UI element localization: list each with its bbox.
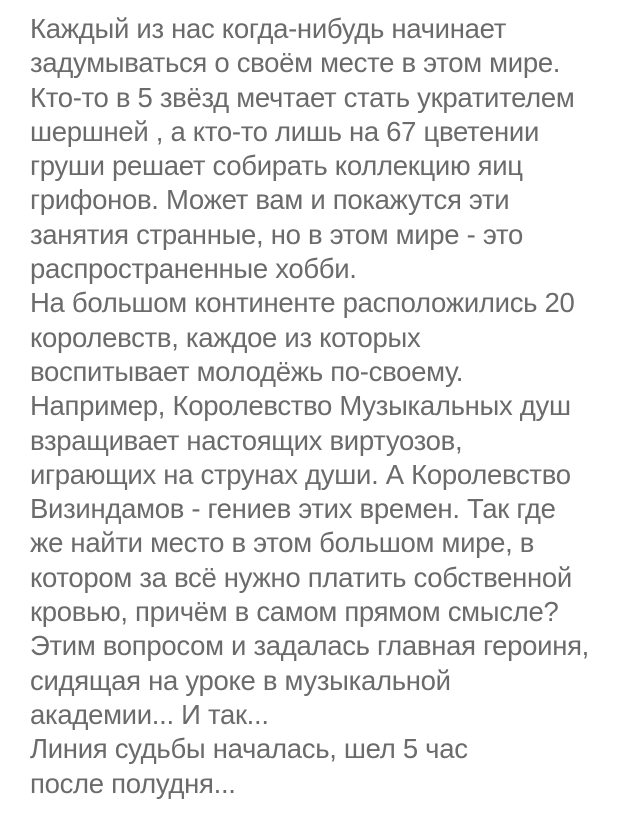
text-line: грифонов. Может вам и покажутся эти [30,184,510,216]
text-line: Например, Королевство Музыкальных душ [30,390,571,422]
text-line: воспитывает молодёжь по-своему. [30,355,464,387]
text-line: Визиндамов - гениев этих времен. Так где [30,493,556,525]
text-line: академии... И так... [30,698,269,730]
text-line: же найти место в этом большом мире, в [30,527,535,559]
text-line: распространенные хобби. [30,253,357,285]
text-line: королевств, каждое из которых [30,321,421,353]
text-line: задумываться о своём месте в этом мире. [30,47,561,79]
text-line: взращивает настоящих виртуозов, [30,424,463,456]
text-line: Этим вопросом и задалась главная героиня, [30,630,590,662]
text-line: Линия судьбы началась, шел 5 час [30,733,468,765]
text-line: груши решает собирать коллекцию яиц [30,150,523,182]
text-line: На большом континенте расположились 20 [30,287,575,319]
text-line: котором за всё нужно платить собственной [30,561,572,593]
text-line: сидящая на уроке в музыкальной [30,664,451,696]
text-line: играющих на струнах души. А Королевство [30,458,571,490]
text-line: кровью, причём в самом прямом смысле? [30,596,559,628]
text-line: Каждый из нас когда-нибудь начинает [30,13,507,44]
text-line: после полудня... [30,767,236,799]
text-line: шершней , а кто-то лишь на 67 цветении [30,115,540,147]
text-line: занятия странные, но в этом мире - это [30,218,523,250]
text-line: Кто-то в 5 звёзд мечтает стать укратителем [30,81,575,113]
story-text-block [30,12,630,801]
